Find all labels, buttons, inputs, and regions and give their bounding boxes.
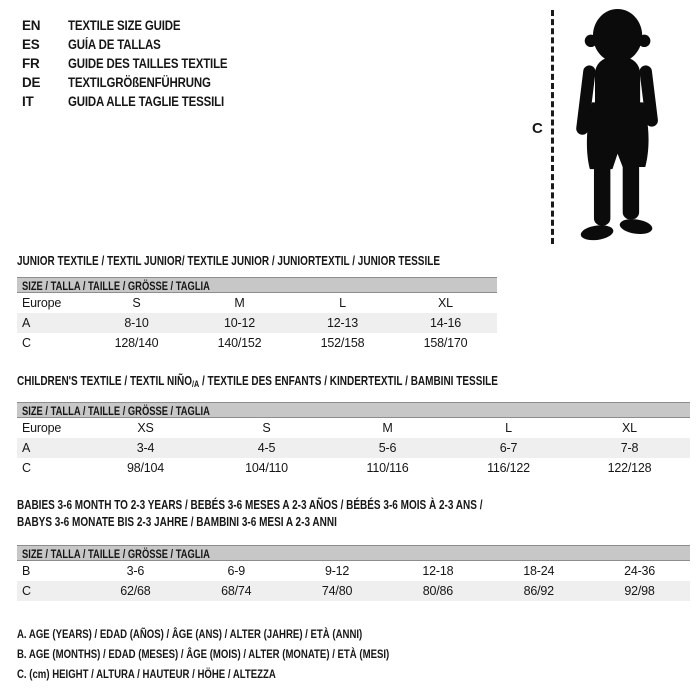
row-label: C — [22, 584, 31, 598]
language-label: GUIDE DES TAILLES TEXTILE — [68, 56, 228, 71]
table-row — [17, 458, 690, 478]
age-cell: 12-18 — [422, 564, 454, 578]
height-cell: 98/104 — [126, 461, 165, 475]
age-cell: 7-8 — [620, 441, 639, 455]
size-cell: M — [234, 296, 245, 310]
row-label: C — [22, 461, 31, 475]
age-cell: 3-4 — [136, 441, 155, 455]
age-cell: 9-12 — [324, 564, 350, 578]
size-cell: M — [382, 421, 393, 435]
junior-table-title: JUNIOR TEXTILE / TEXTIL JUNIOR/ TEXTILE JUNIOR / JUNIORTEXTIL / JUNIOR TESSILE — [17, 254, 441, 268]
table-row — [17, 333, 497, 353]
toddler-silhouette-icon — [560, 8, 670, 244]
size-cell: S — [132, 296, 141, 310]
table-row — [17, 293, 497, 313]
table-row — [17, 313, 497, 333]
height-cell: 116/122 — [487, 461, 530, 475]
height-measure-label: C — [532, 120, 543, 137]
junior-size-table — [17, 277, 497, 353]
table-row — [17, 438, 690, 458]
language-row — [22, 92, 256, 111]
size-cell: L — [505, 421, 512, 435]
row-label: A — [22, 316, 31, 330]
footnote-c: C. (cm) HEIGHT / ALTURA / HAUTEUR / HÖHE / ALTEZZA — [17, 667, 276, 681]
row-label: C — [22, 336, 31, 350]
age-cell: 24-36 — [624, 564, 656, 578]
size-header-bar: SIZE / TALLA / TAILLE / GRÖSSE / TAGLIA — [17, 545, 690, 561]
age-cell: 5-6 — [378, 441, 397, 455]
age-cell: 14-16 — [430, 316, 461, 330]
row-label: B — [22, 564, 31, 578]
height-cell: 68/74 — [221, 584, 252, 598]
age-cell: 18-24 — [523, 564, 555, 578]
language-code: FR — [22, 56, 40, 71]
language-row — [22, 35, 256, 54]
size-cell: XS — [137, 421, 154, 435]
size-cell: L — [339, 296, 346, 310]
language-label: GUÍA DE TALLAS — [68, 37, 161, 52]
size-header-bar: SIZE / TALLA / TAILLE / GRÖSSE / TAGLIA — [17, 402, 690, 418]
size-cell: XL — [438, 296, 453, 310]
height-cell: 140/152 — [217, 336, 262, 350]
row-label: Europe — [22, 421, 62, 435]
row-label: A — [22, 441, 31, 455]
height-cell: 62/68 — [120, 584, 151, 598]
language-code: ES — [22, 37, 40, 52]
size-header-bar: SIZE / TALLA / TAILLE / GRÖSSE / TAGLIA — [17, 277, 497, 293]
height-cell: 110/116 — [366, 461, 409, 475]
table-row — [17, 581, 690, 601]
height-cell: 152/158 — [320, 336, 365, 350]
size-cell: S — [262, 421, 271, 435]
height-cell: 128/140 — [114, 336, 159, 350]
title-subscript: /A — [191, 379, 200, 389]
table-row — [17, 418, 690, 438]
language-row — [22, 73, 256, 92]
language-label: GUIDA ALLE TAGLIE TESSILI — [68, 94, 224, 109]
footnote-b: B. AGE (MONTHS) / EDAD (MESES) / ÂGE (MOIS) / ALTER (MONATE) / ETÀ (MESI) — [17, 647, 390, 661]
height-cell: 104/110 — [245, 461, 288, 475]
height-measure-dashed-line — [551, 10, 554, 244]
height-cell: 86/92 — [523, 584, 554, 598]
height-cell: 92/98 — [624, 584, 655, 598]
footnote-a: A. AGE (YEARS) / EDAD (AÑOS) / ÂGE (ANS) / ALTER (JAHRE) / ETÀ (ANNI) — [17, 627, 363, 641]
age-cell: 10-12 — [224, 316, 255, 330]
babies-table-title: BABIES 3-6 MONTH TO 2-3 YEARS / BEBÉS 3-6 MESES A 2-3 AÑOS / BÉBÉS 3-6 MOIS À 2-3 ANS / BABYS 3-6 MONATE BIS 2-3 JAHRE / BAMBINI 3-6 MESI A 2-3 ANNI — [17, 498, 483, 529]
height-cell: 158/170 — [423, 336, 468, 350]
age-cell: 8-10 — [124, 316, 149, 330]
language-label: TEXTILE SIZE GUIDE — [68, 18, 181, 33]
height-cell: 74/80 — [321, 584, 353, 598]
language-label: TEXTILGRÖßENFÜHRUNG — [68, 75, 211, 90]
size-cell: XL — [622, 421, 637, 435]
age-cell: 3-6 — [126, 564, 145, 578]
babies-size-table — [17, 545, 690, 601]
language-list — [22, 16, 256, 111]
children-table-title: CHILDREN'S TEXTILE / TEXTIL $NIÑO_{/A}$ / TEXTILE DES ENFANTS / KINDERTEXTIL / BAMBINI TESSILE — [17, 374, 498, 389]
table-row — [17, 561, 690, 581]
language-code: IT — [22, 94, 34, 109]
age-cell: 4-5 — [257, 441, 276, 455]
language-row — [22, 16, 256, 35]
children-size-table — [17, 402, 690, 478]
footnotes — [17, 624, 482, 684]
height-cell: 80/86 — [422, 584, 454, 598]
age-cell: 6-9 — [227, 564, 245, 578]
language-row — [22, 54, 256, 73]
age-cell: 6-7 — [499, 441, 518, 455]
height-cell: 122/128 — [607, 461, 652, 475]
language-code: DE — [22, 75, 41, 90]
row-label: Europe — [22, 296, 62, 310]
language-code: EN — [22, 18, 41, 33]
age-cell: 12-13 — [327, 316, 358, 330]
